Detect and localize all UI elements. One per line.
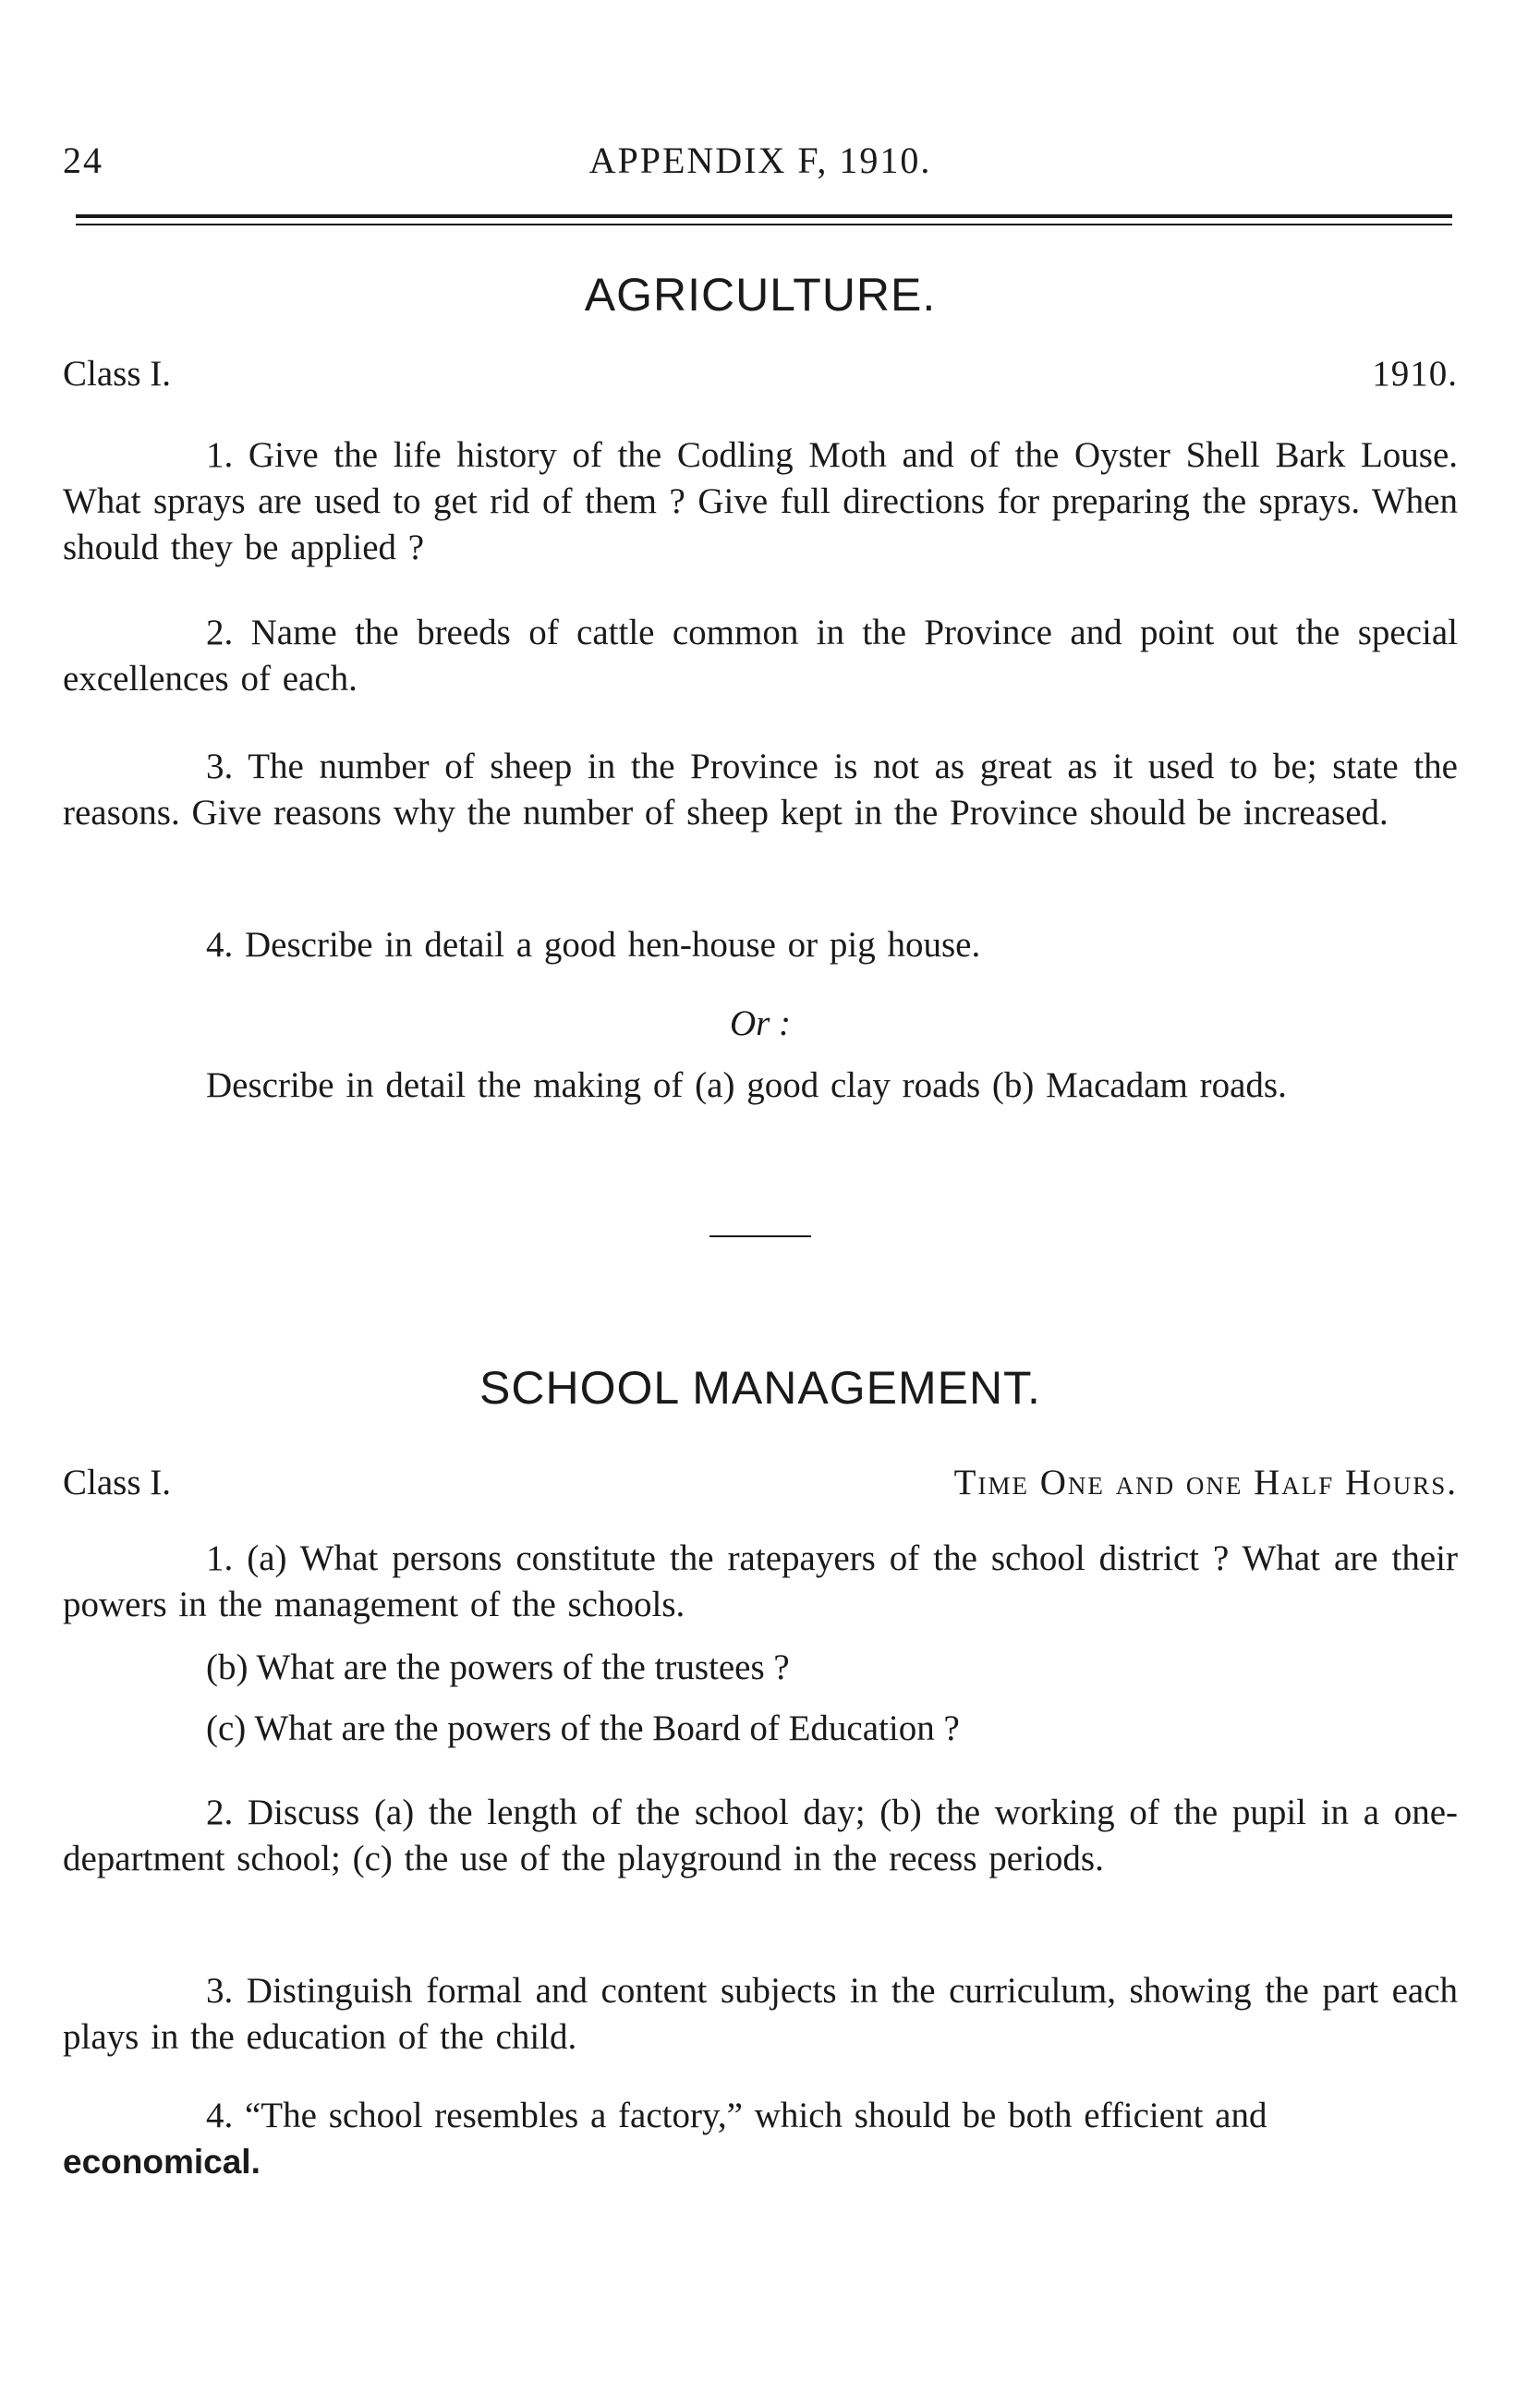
agriculture-class-line xyxy=(63,353,1458,399)
running-title: APPENDIX F, 1910. xyxy=(588,140,932,181)
document-page xyxy=(63,0,1458,2407)
school-management-title: SCHOOL MANAGEMENT. xyxy=(479,1362,1041,1414)
agriculture-alternative: Describe in detail the making of (a) good clay roads (b) Macadam roads. xyxy=(206,1065,1287,1105)
school-management-question-4-continued: economical. xyxy=(63,2143,261,2181)
page-number: 24 xyxy=(63,140,103,181)
agriculture-or-label: Or : xyxy=(729,1003,792,1043)
school-management-time-label: Time One and one Half Hours. xyxy=(953,1463,1458,1502)
school-management-question-1a: 1. (a) What persons constitute the ratepayers of the school district ? What are their powers in the management of the schools. xyxy=(63,1538,1458,1624)
school-management-question-1b: (b) What are the powers of the trustees ? xyxy=(206,1647,790,1687)
agriculture-class-label: Class I. xyxy=(63,354,171,394)
agriculture-question-2: 2. Name the breeds of cattle common in the Province and point out the special excellences of each. xyxy=(63,613,1458,699)
school-management-class-label: Class I. xyxy=(63,1463,171,1502)
agriculture-question-4: 4. Describe in detail a good hen-house or pig house. xyxy=(206,925,981,965)
school-management-question-2: 2. Discuss (a) the length of the school day; (b) the working of the pupil in a one-department school; (c) the use of the playground in the recess periods. xyxy=(63,1793,1458,1878)
school-management-question-3: 3. Distinguish formal and content subjects in the curriculum, showing the part each plays in the education of the child. xyxy=(63,1971,1458,2057)
agriculture-question-1: 1. Give the life history of the Codling Moth and of the Oyster Shell Bark Louse. What sprays are used to get rid of them ? Give full directions for preparing the sprays. When should they be applied ? xyxy=(63,435,1458,567)
agriculture-year: 1910. xyxy=(1372,354,1458,394)
school-management-question-4: 4. “The school resembles a factory,” which should be both efficient and xyxy=(206,2096,1267,2135)
school-management-question-1c: (c) What are the powers of the Board of Education ? xyxy=(206,1708,960,1748)
running-head xyxy=(63,139,1458,185)
agriculture-question-3: 3. The number of sheep in the Province is not as great as it used to be; state the reasons. Give reasons why the number of sheep kept in the Province should be increased. xyxy=(63,747,1458,833)
school-management-class-line xyxy=(63,1462,1458,1508)
header-double-rule xyxy=(76,214,1452,225)
agriculture-title: AGRICULTURE. xyxy=(584,269,937,321)
section-divider-rule xyxy=(709,1235,811,1237)
